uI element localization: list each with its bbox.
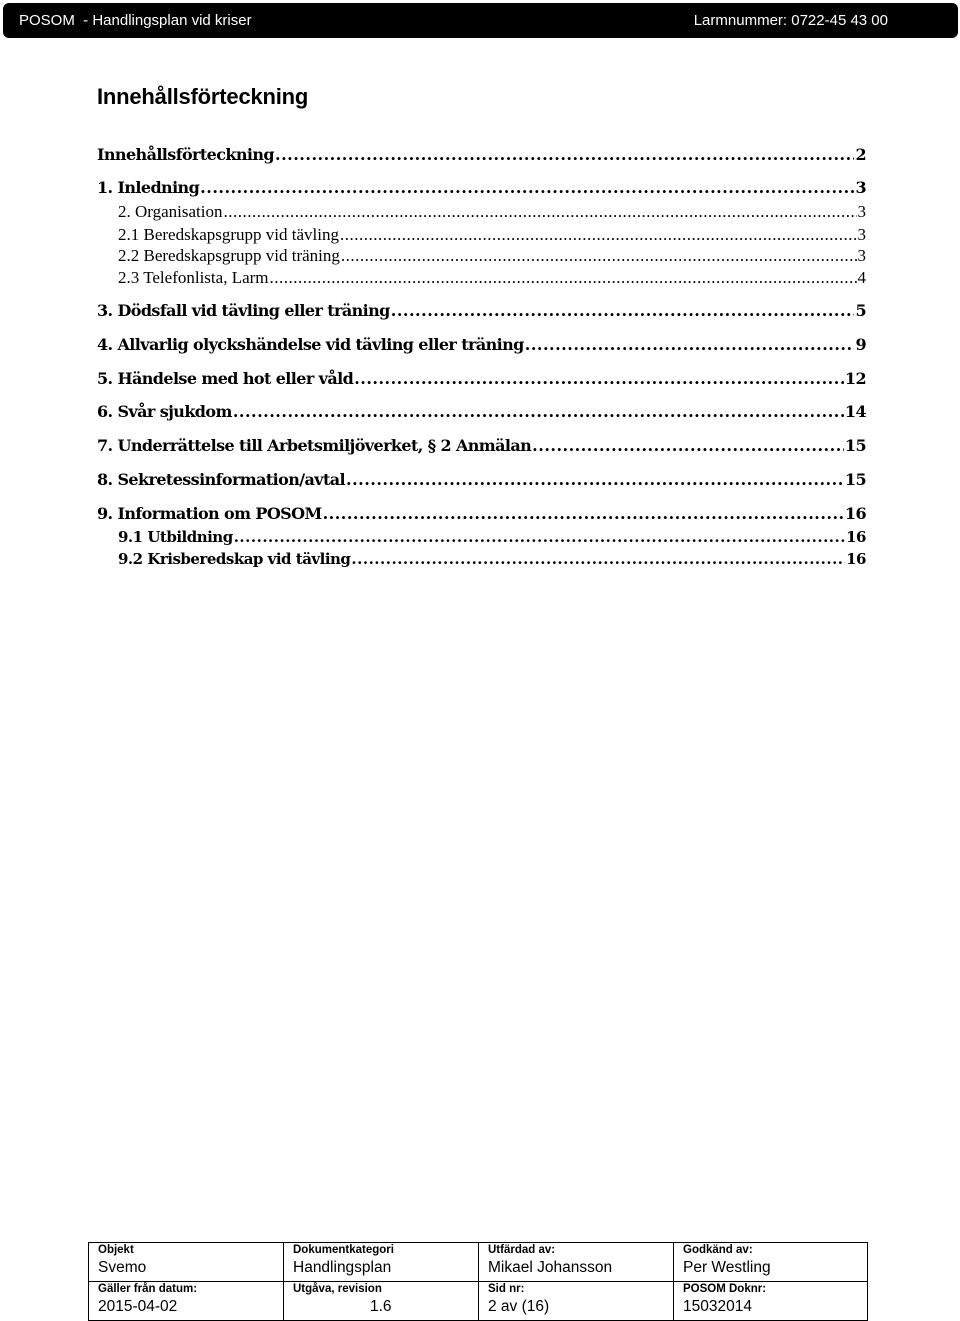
footer-label: Sid nr: [488,1283,525,1295]
footer-value: Per Westling [683,1259,771,1276]
toc-entry-information-om-posom[interactable] [97,504,866,523]
toc-entry-label: 2.2 Beredskapsgrupp vid träning [118,246,340,265]
toc-entry-label: 2.3 Telefonlista, Larm [118,268,269,287]
toc-entry-page: 9 [855,335,866,354]
toc-entry-label: 3. Dödsfall vid tävling eller träning [97,301,390,320]
toc-leader-dots [351,550,845,568]
toc-entry-page: 4 [857,268,866,287]
toc-entry-page: 16 [846,550,866,568]
footer-label: Utfärdad av: [488,1244,556,1256]
toc-leader-dots [341,246,857,266]
toc-entry-label: 2.1 Beredskapsgrupp vid tävling [118,225,339,244]
toc-entry-krisberedskap[interactable] [118,550,866,568]
footer-label: Dokumentkategori [293,1244,394,1256]
toc-leader-dots [270,268,857,288]
toc-entry-page: 12 [844,369,866,388]
footer-label: Utgåva, revision [293,1283,382,1295]
toc-entry-arbetsmiljoverket[interactable] [97,436,866,455]
toc-entry-label: 9.2 Krisberedskap vid tävling [118,550,351,568]
toc-entry-beredskapsgrupp-traning[interactable] [118,246,866,266]
toc-entry-dodsfall[interactable] [97,301,866,320]
toc-entry-svar-sjukdom[interactable] [97,402,866,421]
page-header-bar [3,3,958,38]
toc-leader-dots [354,369,844,388]
toc-heading: Innehållsförteckning [97,84,309,109]
toc-entry-label: 8. Sekretessinformation/avtal [97,470,345,489]
toc-entry-page: 3 [857,225,866,244]
toc-leader-dots [224,202,857,222]
toc-entry-label: 7. Underrättelse till Arbetsmiljöverket, § 2 Anmälan [97,436,532,455]
toc-entry-inledning[interactable] [97,178,866,197]
footer-divider [89,1281,867,1282]
toc-leader-dots [525,335,855,354]
toc-leader-dots [532,436,844,455]
footer-value: 2 av (16) [488,1298,550,1315]
toc-entry-label: 1. Inledning [97,178,200,197]
footer-value: Svemo [98,1259,147,1276]
footer-value: 2015-04-02 [98,1298,178,1315]
toc-entry-page: 15 [844,470,866,489]
toc-leader-dots [323,504,844,523]
toc-leader-dots [340,225,857,245]
toc-leader-dots [233,402,844,421]
toc-entry-sekretessinformation[interactable] [97,470,866,489]
toc-entry-page: 5 [855,301,866,320]
footer-value: Handlingsplan [293,1259,392,1276]
toc-entry-organisation[interactable] [118,202,866,222]
toc-leader-dots [275,145,854,164]
toc-entry-page: 16 [844,504,866,523]
toc-entry-page: 16 [846,528,866,546]
toc-entry-label: Innehållsförteckning [97,145,275,164]
footer-value: 1.6 [370,1298,392,1315]
toc-leader-dots [346,470,844,489]
toc-entry-beredskapsgrupp-tavling[interactable] [118,225,866,245]
toc-entry-telefonlista[interactable] [118,268,866,288]
footer-value: 15032014 [683,1298,752,1315]
header-alarm-number: Larmnummer: 0722-45 43 00 [693,12,888,29]
toc-entry-hot-eller-vald[interactable] [97,369,866,388]
toc-entry-label: 9. Information om POSOM [97,504,322,523]
footer-label: POSOM Doknr: [683,1283,767,1295]
toc-leader-dots [200,178,854,197]
toc-entry-utbildning[interactable] [118,528,866,546]
toc-entry-label: 4. Allvarlig olyckshändelse vid tävling eller träning [97,335,524,354]
footer-value: Mikael Johansson [488,1259,613,1276]
toc-entry-innehallsforteckning[interactable] [97,145,866,164]
toc-entry-page: 3 [857,202,866,221]
toc-entry-page: 2 [855,145,866,164]
toc-entry-label: 5. Händelse med hot eller våld [97,369,354,388]
toc-entry-page: 14 [844,402,866,421]
footer-label: Godkänd av: [683,1244,753,1256]
header-title: POSOM - Handlingsplan vid kriser [19,12,252,29]
toc-entry-label: 6. Svår sjukdom [97,402,232,421]
toc-entry-label: 9.1 Utbildning [118,528,233,546]
toc-entry-allvarlig-olyckshandelse[interactable] [97,335,866,354]
toc-leader-dots [234,528,845,546]
footer-label: Gäller från datum: [98,1283,198,1295]
toc-entry-label: 2. Organisation [118,202,223,221]
toc-leader-dots [391,301,855,320]
toc-entry-page: 3 [857,246,866,265]
footer-label: Objekt [98,1244,134,1256]
toc-entry-page: 3 [855,178,866,197]
toc-entry-page: 15 [844,436,866,455]
document-footer-table [88,1242,868,1321]
